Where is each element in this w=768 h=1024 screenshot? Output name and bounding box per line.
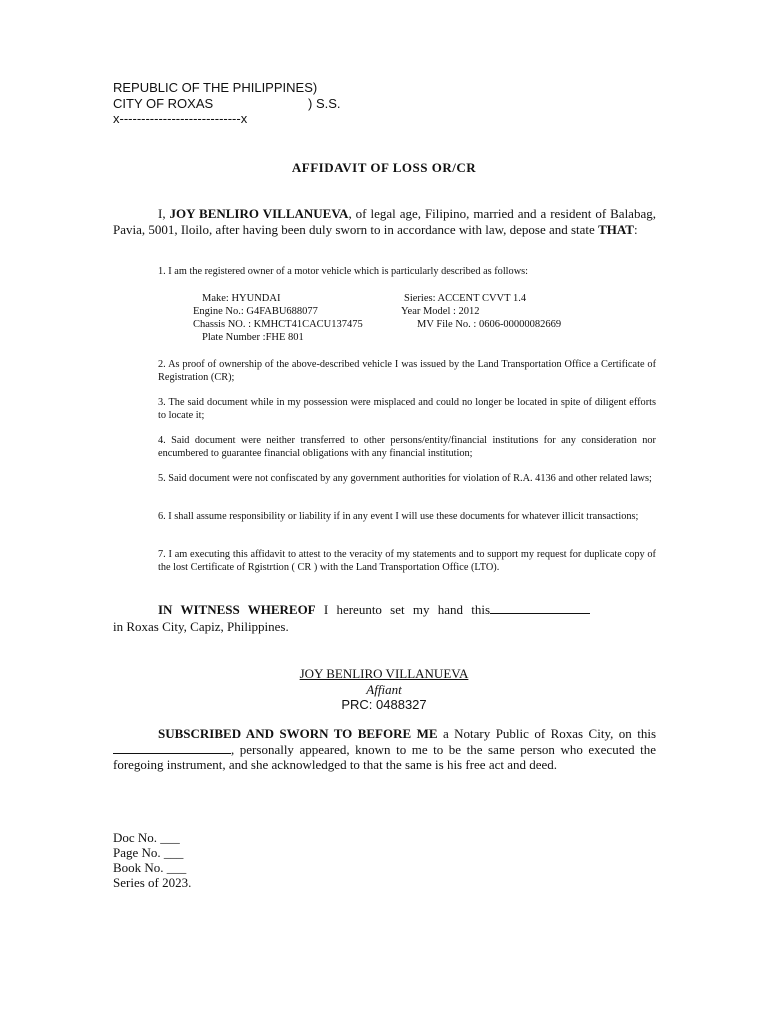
intro-paragraph [113,206,656,237]
item-4: 4. Said document were neither transferred to other persons/entity/financial institutions for any consideration nor encumbered to guarantee financial obligations with any financial institution; [158,435,656,459]
signature-role: Affiant [366,682,402,697]
vehicle-engine: Engine No.: G4FABU688077 [193,306,318,317]
item-7: 7. I am executing this affidavit to attest to the veracity of my statements and to support my request for duplicate copy of the lost Certificate of Rgistrtion ( CR ) with the Land Transportation Office (LTO). [158,549,656,573]
signature-name [0,666,768,682]
header-city: CITY OF ROXAS [113,96,214,111]
item-1: 1. I am the registered owner of a motor vehicle which is particularly described as follows: [158,266,528,277]
item-2: 2. As proof of ownership of the above-described vehicle I was issued by the Land Transportation Office a Certificate of Registration (CR); [158,359,656,383]
document-title: AFFIDAVIT OF LOSS OR/CR [291,160,477,175]
vehicle-mv-file: MV File No. : 0606-00000082669 [417,319,562,330]
book-no: Book No. ___ [113,860,187,875]
jurat-text1: a Notary Public of Roxas City, on this [437,726,656,741]
header-republic: REPUBLIC OF THE PHILIPPINES) [113,80,318,95]
vehicle-series: Sieries: ACCENT CVVT 1.4 [404,293,527,304]
jurat-text2: , personally appeared, known to me to be the same person who executed the foregoing instrument, and she acknowledged to that the same is his free act and deed. [113,741,656,772]
vehicle-make: Make: HYUNDAI [202,293,281,304]
date-blank-line [490,603,590,614]
vehicle-chassis: Chassis NO. : KMHCT41CACU137475 [193,319,363,330]
page-no: Page No. ___ [113,845,184,860]
jurat-bold: SUBSCRIBED AND SWORN TO BEFORE ME [158,726,438,741]
item-6: 6. I shall assume responsibility or liability if in any event I will use these documents for whatever illicit transactions; [158,511,639,522]
item-5: 5. Said document were not confiscated by any government authorities for violation of R.A. 4136 and other related laws; [158,473,652,484]
intro-pre: I, [158,206,170,221]
vehicle-plate: Plate Number :FHE 801 [202,332,304,343]
series-year: Series of 2023. [113,875,192,890]
signature-name-text: JOY BENLIRO VILLANUEVA [299,666,469,681]
witness-location: in Roxas City, Capiz, Philippines. [113,619,289,634]
doc-no: Doc No. ___ [113,830,180,845]
vehicle-year: Year Model : 2012 [401,306,480,317]
header-ss: ) S.S. [308,96,341,111]
item-3: 3. The said document while in my possession were misplaced and could no longer be located in spite of diligent efforts to locate it; [158,397,656,421]
affiant-name-inline: JOY BENLIRO VILLANUEVA [169,206,349,221]
intro-that: THAT [598,221,634,237]
jurat-date-blank [113,743,231,754]
intro-post: : [633,221,638,237]
witness-text: I hereunto set my hand this [315,602,491,617]
jurat-paragraph [113,726,656,773]
witness-bold: IN WITNESS WHEREOF [158,602,316,617]
signature-prc: PRC: 0488327 [341,697,427,712]
witness-clause [158,602,590,618]
header-divider: x----------------------------x [113,111,248,126]
intro-mid: , of legal age, Filipino, married and a resident of Balabag, Pavia, 5001, Iloilo, after having been duly sworn to in accordance with law, depose and state [113,206,656,237]
